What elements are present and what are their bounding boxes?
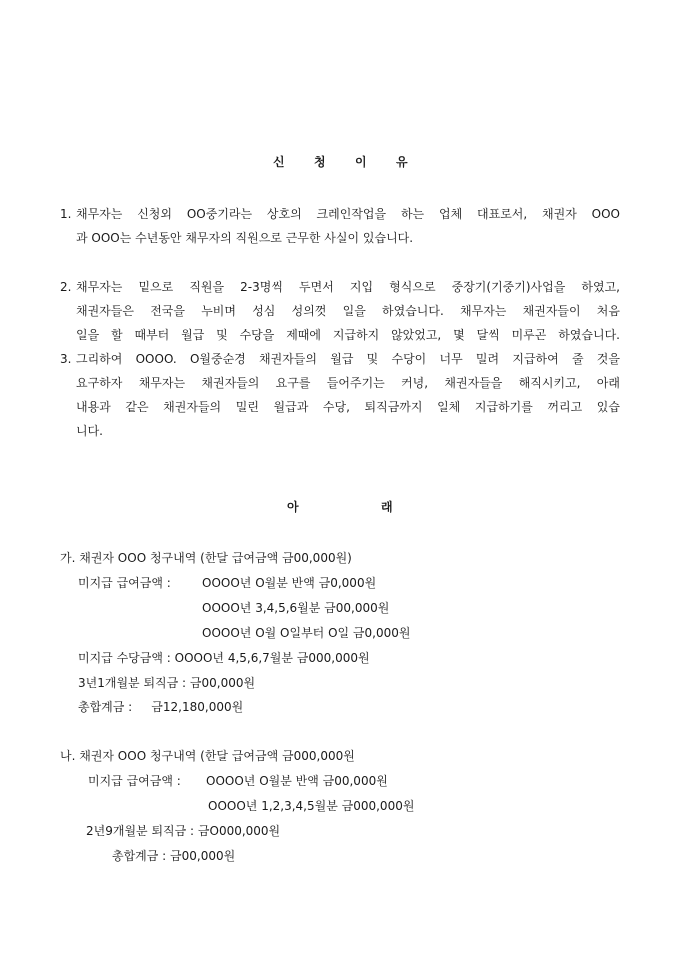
reason-line: 채권자들은 전국을 누비며 성심 성의껏 일을 하였습니다. 채무자는 채권자들이 처음 (76, 304, 620, 318)
unpaid-wage-line: OOOO년 O월분 반액 금00,000원 (206, 774, 388, 788)
unpaid-wage-line: OOOO년 O월분 반액 금0,000원 (202, 576, 377, 590)
unpaid-wage-line: OOOO년 3,4,5,6월분 금00,000원 (202, 601, 390, 615)
reason-line: 요구하자 채무자는 채권자들의 요구를 들어주기는 커녕, 채권자들을 해직시키고, 아래 (76, 376, 620, 390)
reason-line: 그리하여 OOOO. O월중순경 채권자들의 월급 및 수당이 너무 밀려 지급하여 줄 것을 (76, 352, 620, 366)
title-char: 유 (396, 155, 408, 169)
severance-pay: 3년1개월분 퇴직금 : 금00,000원 (78, 676, 256, 690)
creditor-b-header: 나. 채권자 OOO 청구내역 (한달 급여금액 금000,000원 (60, 749, 355, 763)
reason-line: 내용과 같은 채권자들의 밀린 월급과 수당, 퇴직금까지 일체 지급하기를 꺼리고 있습 (76, 400, 620, 414)
severance-pay: 2년9개월분 퇴직금 : 금O000,000원 (86, 824, 281, 838)
creditor-a-header: 가. 채권자 OOO 청구내역 (한달 급여금액 금00,000원) (60, 551, 352, 565)
reason-number: 3. (60, 352, 72, 366)
reason-line: 채무자는 신청외 OO중기라는 상호의 크레인작업을 하는 업체 대표로서, 채권자 OOO (76, 207, 620, 221)
title-char: 청 (314, 155, 326, 169)
reason-line: 니다. (76, 424, 103, 438)
reason-number: 1. (60, 207, 72, 221)
unpaid-wage-label: 미지급 급여금액 : (88, 774, 181, 788)
heading-char: 래 (381, 500, 393, 514)
total-amount: 총합계금 : 금12,180,000원 (78, 700, 244, 714)
unpaid-wage-label: 미지급 급여금액 : (78, 576, 171, 590)
reason-line: 과 OOO는 수년동안 채무자의 직원으로 근무한 사실이 있습니다. (76, 231, 414, 245)
unpaid-allowance: 미지급 수당금액 : OOOO년 4,5,6,7월분 금000,000원 (78, 651, 370, 665)
title-char: 이 (355, 155, 367, 169)
reason-line: 채무자는 밑으로 직원을 2-3명씩 두면서 지입 형식으로 중장기(기중기)사업을 하였고, (76, 280, 620, 294)
title-char: 신 (273, 155, 285, 169)
heading-char: 아 (287, 500, 299, 514)
unpaid-wage-line: OOOO년 1,2,3,4,5월분 금000,000원 (208, 799, 415, 813)
total-amount: 총합계금 : 금00,000원 (112, 849, 236, 863)
reason-number: 2. (60, 280, 72, 294)
reason-line: 일을 할 때부터 월급 및 수당을 제때에 지급하지 않았었고, 몇 달씩 미루곤 하였습니다. (76, 328, 620, 342)
unpaid-wage-line: OOOO년 O월 O일부터 O일 금0,000원 (202, 626, 411, 640)
